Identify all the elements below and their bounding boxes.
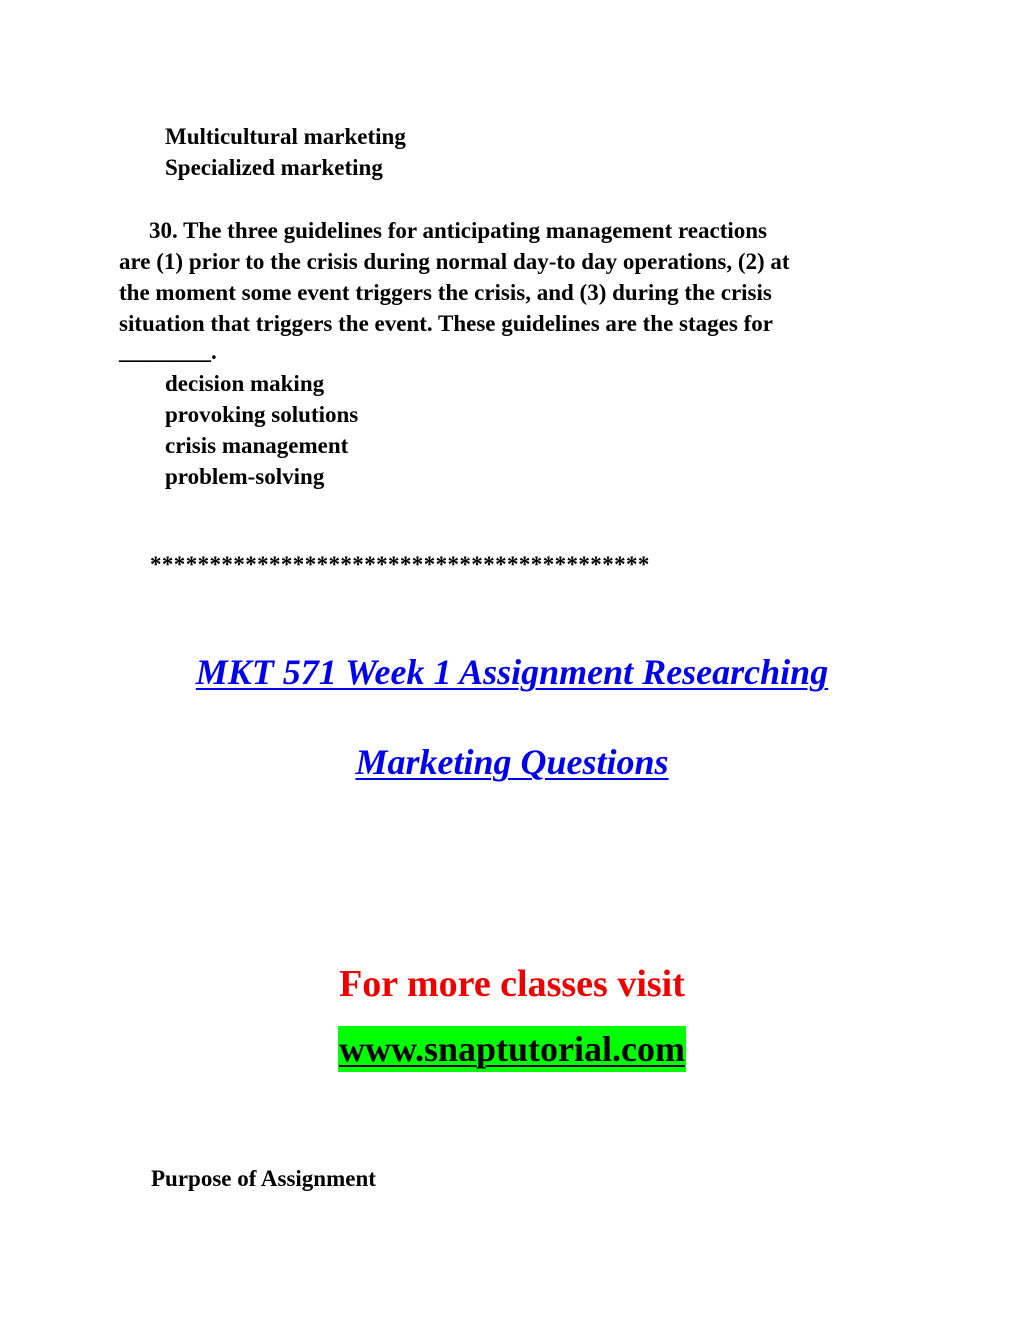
answer-option: provoking solutions — [165, 402, 359, 427]
title-link-text[interactable]: MKT 571 Week 1 Assignment Researching — [195, 652, 829, 692]
question-text-line: the moment some event triggers the crisis, and (3) during the crisis — [119, 280, 772, 305]
section-heading: Purpose of Assignment — [151, 1166, 376, 1191]
question-blank-line: ________. — [119, 339, 217, 364]
title-link-text[interactable]: Marketing Questions — [355, 742, 669, 782]
question-text-line: are (1) prior to the crisis during normal day-to day operations, (2) at — [119, 249, 790, 274]
promo-text: For more classes visit — [339, 963, 685, 1005]
site-link[interactable]: www.snaptutorial.com — [338, 1026, 686, 1072]
separator: ****************************************** — [150, 552, 650, 577]
site-link-wrapper — [0, 1026, 1024, 1072]
answer-option: Multicultural marketing — [165, 124, 406, 149]
answer-option: Specialized marketing — [165, 155, 383, 180]
title-link-line-2[interactable] — [0, 741, 1024, 783]
question-text-line: 30. The three guidelines for anticipating management reactions — [149, 218, 768, 243]
question-text-line: situation that triggers the event. These guidelines are the stages for — [119, 311, 773, 336]
answer-option: crisis management — [165, 433, 349, 458]
answer-option: problem-solving — [165, 464, 325, 489]
answer-option: decision making — [165, 371, 325, 396]
title-link-line-1[interactable] — [0, 651, 1024, 693]
question-30 — [119, 215, 919, 365]
